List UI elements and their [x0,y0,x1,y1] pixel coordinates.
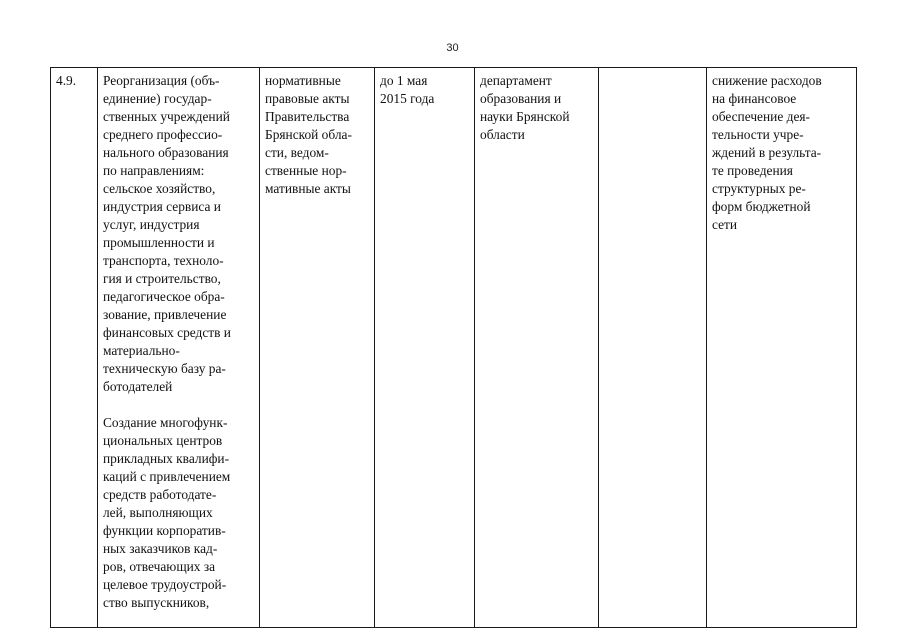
result-text: снижение расходов на финансовое обеспечение дея- тельности учре- ждений в результа- те проведения структурных ре- форм бюджетной сети [712,73,822,232]
document-text: нормативные правовые акты Правительства Брянской обла- сти, ведом- ственные нор- мативные акты [265,73,352,196]
row-number-cell [51,68,98,628]
deadline-text: до 1 мая 2015 года [380,73,435,106]
empty-cell [599,68,707,628]
measure-cell [98,68,260,628]
table-row [51,68,857,628]
result-cell [707,68,857,628]
measures-table [50,67,857,628]
page-number: 30 [446,42,459,54]
document-cell [260,68,375,628]
executor-cell [475,68,599,628]
executor-text: департамент образования и науки Брянской области [480,73,570,142]
measure-paragraph: Реорганизация (объ- единение) государ- ственных учреждений среднего профессио- нального образования по направлениям: сельское хозяйство, индустрия сервиса и услуг, индустрия промышленности и транспорта, техноло- гия и строительство, педагогическое обра- зование, привлечение финансовых средств и материально- техническую базу ра- ботодателей [103,73,231,394]
deadline-cell [375,68,475,628]
measure-paragraph: Создание многофунк- циональных центров прикладных квалифи- каций с привлечением средств работодате- лей, выполняющих функции корпоратив- ных заказчиков кад- ров, отвечающих за целевое трудоустрой- ство выпускников, [103,415,231,610]
row-number: 4.9. [56,73,77,88]
